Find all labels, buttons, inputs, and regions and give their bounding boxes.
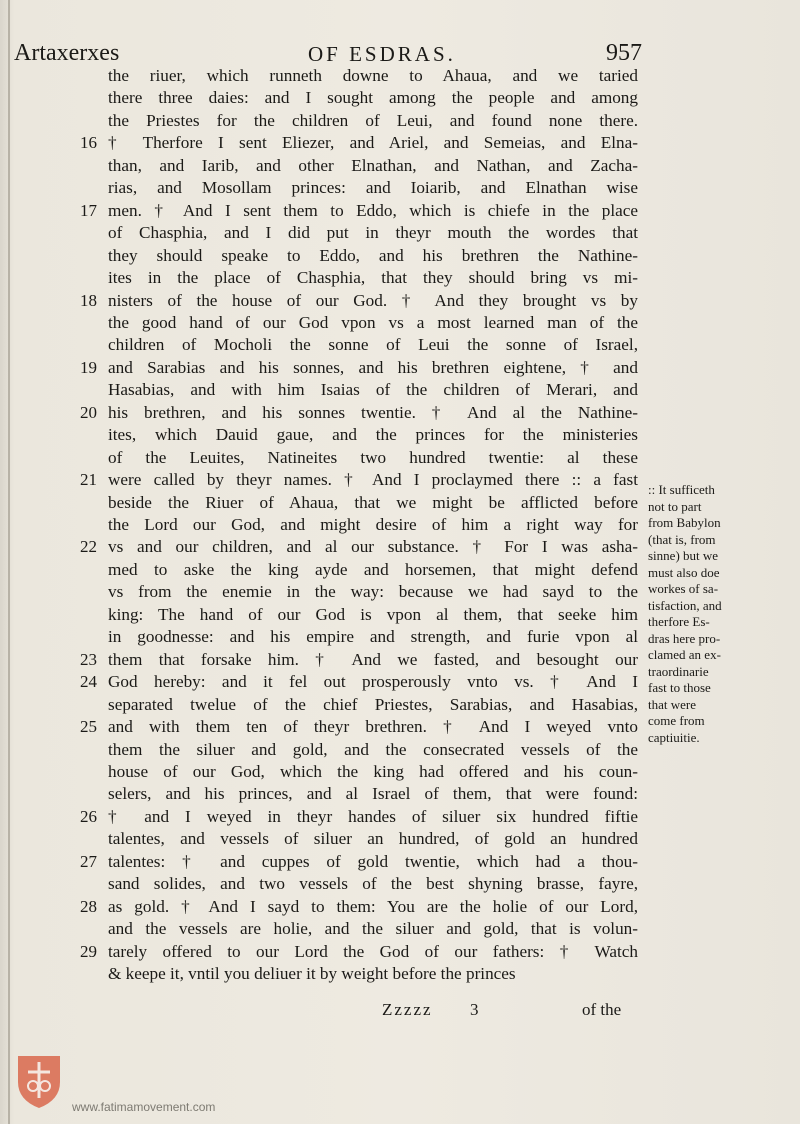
text-line: med to aske the king ayde and horsemen, that might defend xyxy=(108,559,638,579)
signature-mark: Zzzzz xyxy=(382,1000,433,1019)
marginal-note-line: traordinarie xyxy=(648,663,709,679)
text-line: and the vessels are holie, and the siluer and gold, that is volun- xyxy=(108,919,638,939)
text-line: of the Leuites, Natineites two hundred twentie: al these xyxy=(108,447,638,467)
catchword: of the xyxy=(582,1000,622,1019)
text-line: vs from the enemie in the way: because we had sayd to the xyxy=(108,582,638,602)
text-line: the Lord our God, and might desire of him a right way for xyxy=(108,515,638,534)
text-line: tarely offered to our Lord the God of our fathers: † Watch xyxy=(108,941,638,961)
verse-number: 29 xyxy=(80,941,97,961)
verse-number: 25 xyxy=(80,717,97,737)
verse-number: 17 xyxy=(80,200,97,220)
marginal-note-line: (that is, from xyxy=(648,531,716,547)
verse-number: 16 xyxy=(80,133,97,153)
text-line: & keepe it, vntil you deliuer it by weight before the princes xyxy=(108,964,516,983)
verse-number: 19 xyxy=(80,357,97,377)
verse-number: 26 xyxy=(80,806,97,826)
verse-number: 20 xyxy=(80,402,97,422)
text-line: Hasabias, and with him Isaias of the children of Merari, and xyxy=(108,380,638,400)
text-line: men. † And I sent them to Eddo, which is chiefe in the place xyxy=(108,200,638,220)
text-line: vs and our children, and al our substance. † For I was asha- xyxy=(108,537,638,557)
text-line: as gold. † And I sayd to them: You are the holie of our Lord, xyxy=(108,896,638,916)
verse-number: 28 xyxy=(80,896,97,916)
marginal-note-line: :: It sufficeth xyxy=(648,482,715,497)
verse-number: 22 xyxy=(80,537,97,557)
marginal-note-line: workes of sa- xyxy=(648,581,719,596)
verse-number: 27 xyxy=(80,851,97,871)
text-line: rias, and Mosollam princes: and Ioiarib, and Elnathan wise xyxy=(108,178,638,198)
fatima-shield-logo-icon xyxy=(14,1052,64,1110)
marginal-note-line: captiuitie. xyxy=(648,729,700,745)
text-line: king: The hand of our God is vpon al them, that seeke him xyxy=(108,604,638,624)
verse-number: 21 xyxy=(80,470,97,490)
marginal-note-line: from Babylon xyxy=(648,515,721,530)
text-line: the riuer, which runneth downe to Ahaua, and we taried xyxy=(108,66,638,85)
text-line: them that forsake him. † And we fasted, and besought our xyxy=(108,649,638,669)
text-line: ites in the place of Chasphia, that they should bring vs mi- xyxy=(108,268,638,288)
text-line: children of Mocholi the sonne of Leui the sonne of Israel, xyxy=(108,335,638,355)
text-line: nisters of the house of our God. † And they brought vs by xyxy=(108,290,638,310)
marginal-note-line: not to part xyxy=(648,498,702,514)
header-book-name: Artaxerxes xyxy=(14,40,120,66)
page-number: 957 xyxy=(606,40,642,66)
marginal-note-line: sinne) but we xyxy=(648,548,719,563)
text-line: ites, which Dauid gaue, and the princes for the ministeries xyxy=(108,425,638,445)
text-line: and Sarabias and his sonnes, and his brethren eightene, † and xyxy=(108,357,638,377)
text-line: talentes, and vessels of siluer an hundred, of gold an hundred xyxy=(108,829,638,849)
marginal-note-line: that were xyxy=(648,696,697,712)
text-line: they should speake to Eddo, and his brethren the Nathine- xyxy=(108,245,638,265)
signature-number: 3 xyxy=(470,1000,479,1019)
marginal-note-line: must also doe xyxy=(648,564,720,580)
text-line: his brethren, and his sonnes twentie. † And al the Nathine- xyxy=(108,402,638,422)
marginal-note-line: tisfaction, and xyxy=(648,597,722,613)
marginal-note-line: come from xyxy=(648,713,705,728)
marginal-note-line: therfore Es- xyxy=(648,614,710,629)
text-line: them the siluer and gold, and the consecrated vessels of the xyxy=(108,739,638,759)
text-line: in goodnesse: and his empire and strength, and furie vpon al xyxy=(108,627,638,647)
marginal-note-line: dras here pro- xyxy=(648,630,721,646)
text-line: God hereby: and it fel out prosperously vnto vs. † And I xyxy=(108,672,638,692)
text-line: selers, and his princes, and al Israel of them, that were found: xyxy=(108,784,638,804)
text-line: of Chasphia, and I did put in theyr mouth the wordes that xyxy=(108,223,638,243)
text-line: † Therfore I sent Eliezer, and Ariel, and Semeias, and Elna- xyxy=(108,133,638,153)
text-line: talentes: † and cuppes of gold twentie, which had a thou- xyxy=(108,851,638,871)
text-line: beside the Riuer of Ahaua, that we might be afflicted before xyxy=(108,492,638,512)
text-line: were called by theyr names. † And I proclaymed there :: a fast xyxy=(108,470,638,490)
text-line: and with them ten of theyr brethren. † And I weyed vnto xyxy=(108,717,638,737)
text-line: house of our God, which the king had offered and his coun- xyxy=(108,761,638,781)
marginal-note-line: fast to those xyxy=(648,680,711,695)
text-line: † and I weyed in theyr handes of siluer six hundred fiftie xyxy=(108,806,638,826)
text-line: sand solides, and two vessels of the best shyning brasse, fayre, xyxy=(108,874,638,894)
text-line: the Priestes for the children of Leui, and found none there. xyxy=(108,110,638,130)
verse-number: 18 xyxy=(80,290,97,310)
text-line: the good hand of our God vpon vs a most learned man of the xyxy=(108,312,638,332)
verse-number: 24 xyxy=(80,672,97,692)
text-line: than, and Iarib, and other Elnathan, and Nathan, and Zacha- xyxy=(108,155,638,175)
text-line: separated twelue of the chief Priestes, Sarabias, and Hasabias, xyxy=(108,694,638,714)
footer-website-link[interactable]: www.fatimamovement.com xyxy=(72,1100,216,1114)
header-title: OF ESDRAS. xyxy=(308,42,456,66)
marginal-note-line: clamed an ex- xyxy=(648,647,721,662)
text-line: there three daies: and I sought among the people and among xyxy=(108,88,638,108)
verse-number: 23 xyxy=(80,649,97,669)
